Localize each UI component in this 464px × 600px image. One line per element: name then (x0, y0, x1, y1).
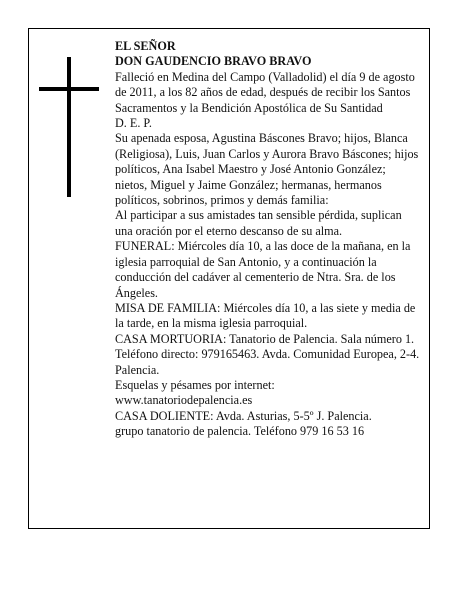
cross-vertical-bar (67, 57, 71, 197)
internet-url: www.tanatoriodepalencia.es (115, 393, 253, 408)
obituary-notice (28, 28, 430, 529)
death-details: Falleció en Medina del Campo (Valladolid) el día 9 de agosto de 2011, a los 82 años de edad, después de recibir los Santos Sacramentos y la Bendición Apostólica de Su Santidad (115, 69, 415, 115)
family-list: Su apenada esposa, Agustina Báscones Bravo; hijos, Blanca (Religiosa), Luis, Juan Carlos y Aurora Bravo Báscones; hijos políticos, Ana Isabel Maestro y José Antonio González; nietos, Miguel y Jaime González; hermanas, hermanos políticos, sobrinos, primos y demás familia: (115, 131, 419, 208)
notice-title: EL SEÑOR (115, 39, 176, 53)
rip-text: D. E. P. (115, 116, 152, 131)
footer-text: grupo tanatorio de palencia. Teléfono 979 16 53 16 (115, 424, 365, 439)
family-mass-info: MISA DE FAMILIA: Miércoles día 10, a las siete y media de la tarde, en la misma iglesia parroquial. (115, 300, 416, 331)
funeral-info: FUNERAL: Miércoles día 10, a las doce de la mañana, en la iglesia parroquial de San Antonio, y a continuación la conducción del cadáver al cementerio de Ntra. Sra. de los Ángeles. (115, 239, 411, 300)
cross-horizontal-bar (39, 87, 99, 91)
internet-label: Esquelas y pésames por internet: (115, 377, 275, 392)
deceased-name: DON GAUDENCIO BRAVO BRAVO (115, 54, 312, 69)
prayer-request: Al participar a sus amistades tan sensible pérdida, suplican una oración por el eterno descanso de su alma. (115, 208, 402, 238)
mourning-house-info: CASA DOLIENTE: Avda. Asturias, 5-5º J. Palencia. (115, 408, 372, 423)
mortuary-info: CASA MORTUORIA: Tanatorio de Palencia. Sala número 1. Teléfono directo: 979165463. Avda. Comunidad Europea, 2-4. Palencia. (115, 331, 420, 377)
notice-text (115, 39, 420, 440)
